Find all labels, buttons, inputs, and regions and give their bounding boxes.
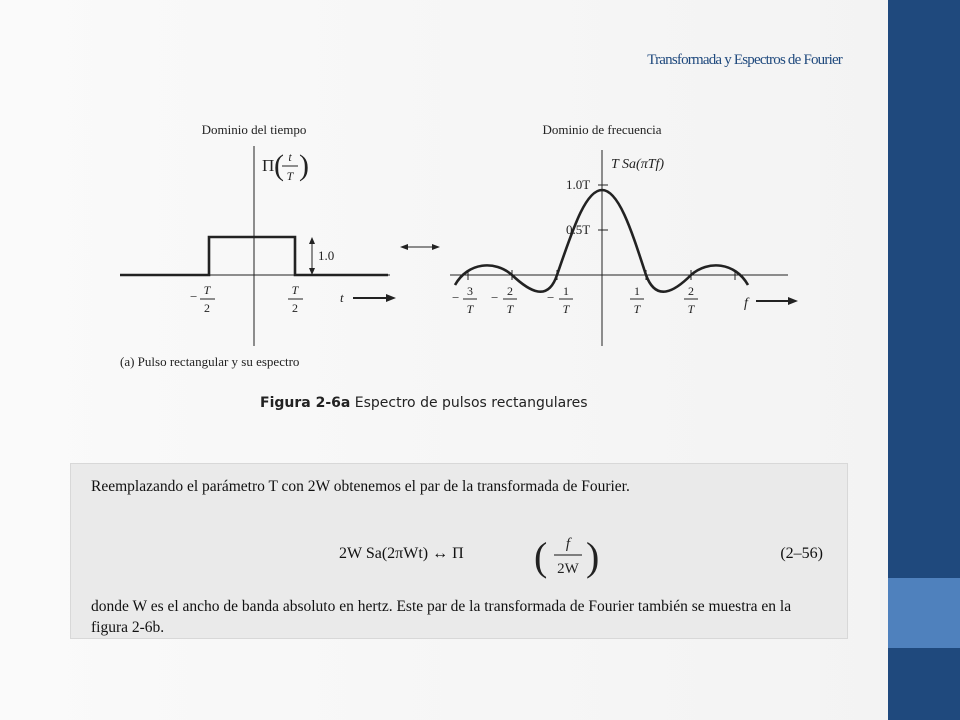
eq-frac-num: f <box>565 536 571 552</box>
f-axis-label: f <box>744 296 748 311</box>
x-tick-neg1-den: T <box>562 302 570 316</box>
caption-label: Figura 2-6a <box>260 395 351 411</box>
paragraph-2: donde W es el ancho de banda absoluto en hertz. Este par de la transformada de Fourier también se muestra en la figura 2-6b. <box>91 598 792 636</box>
pi-arg-den: T <box>286 169 294 183</box>
figure-caption <box>260 395 588 411</box>
x-tick-neg2-sign: − <box>491 290 499 305</box>
x-tick-pos1-num: 1 <box>634 284 640 298</box>
paren-left: ( <box>274 149 284 182</box>
pi-symbol: Π <box>262 156 275 175</box>
t-axis-label: t <box>340 290 344 305</box>
figure-subcaption: (a) Pulso rectangular y su espectro <box>120 354 300 369</box>
x-tick-neg1-sign: − <box>547 290 555 305</box>
equation-fraction <box>534 528 604 584</box>
amplitude-label: 1.0 <box>318 248 335 263</box>
x-tick-neg1-num: 1 <box>563 284 569 298</box>
transform-pair-arrow-left <box>400 244 408 250</box>
pos-t-den: 2 <box>292 301 298 315</box>
caption-text: Espectro de pulsos rectangulares <box>350 395 588 411</box>
textbook-excerpt <box>70 463 848 639</box>
amplitude-arrow-head-top <box>309 237 315 244</box>
sidebar-light-bar <box>888 578 960 648</box>
eq-paren-left: ( <box>534 534 548 579</box>
x-tick-neg3-den: T <box>466 302 474 316</box>
y-tick-top-label: 1.0T <box>566 177 591 192</box>
sa-function-label: T Sa(πTf) <box>611 157 665 172</box>
neg-t-num: T <box>203 283 211 297</box>
eq-paren-right: ) <box>586 534 600 579</box>
x-tick-neg3-sign: − <box>452 290 460 305</box>
pos-t-num: T <box>291 283 299 297</box>
x-tick-pos2-den: T <box>687 302 695 316</box>
time-domain-heading: Dominio del tiempo <box>201 122 307 137</box>
paragraph-1: Reemplazando el parámetro T con 2W obtenemos el par de la transformada de Fourier. <box>91 478 630 495</box>
eq-frac-den: 2W <box>557 561 579 577</box>
paren-right: ) <box>299 149 309 182</box>
transform-pair-arrow-right <box>432 244 440 250</box>
equation-number: (2–56) <box>780 545 823 562</box>
pi-arg-num: t <box>288 150 292 164</box>
x-tick-neg2-den: T <box>506 302 514 316</box>
freq-domain-heading: Dominio de frecuencia <box>542 122 662 137</box>
equation-2-56 <box>71 528 847 584</box>
x-tick-pos1-den: T <box>633 302 641 316</box>
x-tick-pos2-num: 2 <box>688 284 694 298</box>
equation-left-side: 2W Sa(2πWt) ↔ Π <box>339 545 464 562</box>
x-tick-neg2-num: 2 <box>507 284 513 298</box>
f-axis-arrow-head <box>788 297 798 305</box>
x-tick-neg3-num: 3 <box>467 284 473 298</box>
neg-t-den: 2 <box>204 301 210 315</box>
t-axis-arrow-head <box>386 294 396 302</box>
neg-t-sign: − <box>190 289 198 304</box>
slide-title: Transformada y Espectros de Fourier <box>647 52 842 68</box>
y-tick-mid-label: 0.5T <box>566 222 591 237</box>
